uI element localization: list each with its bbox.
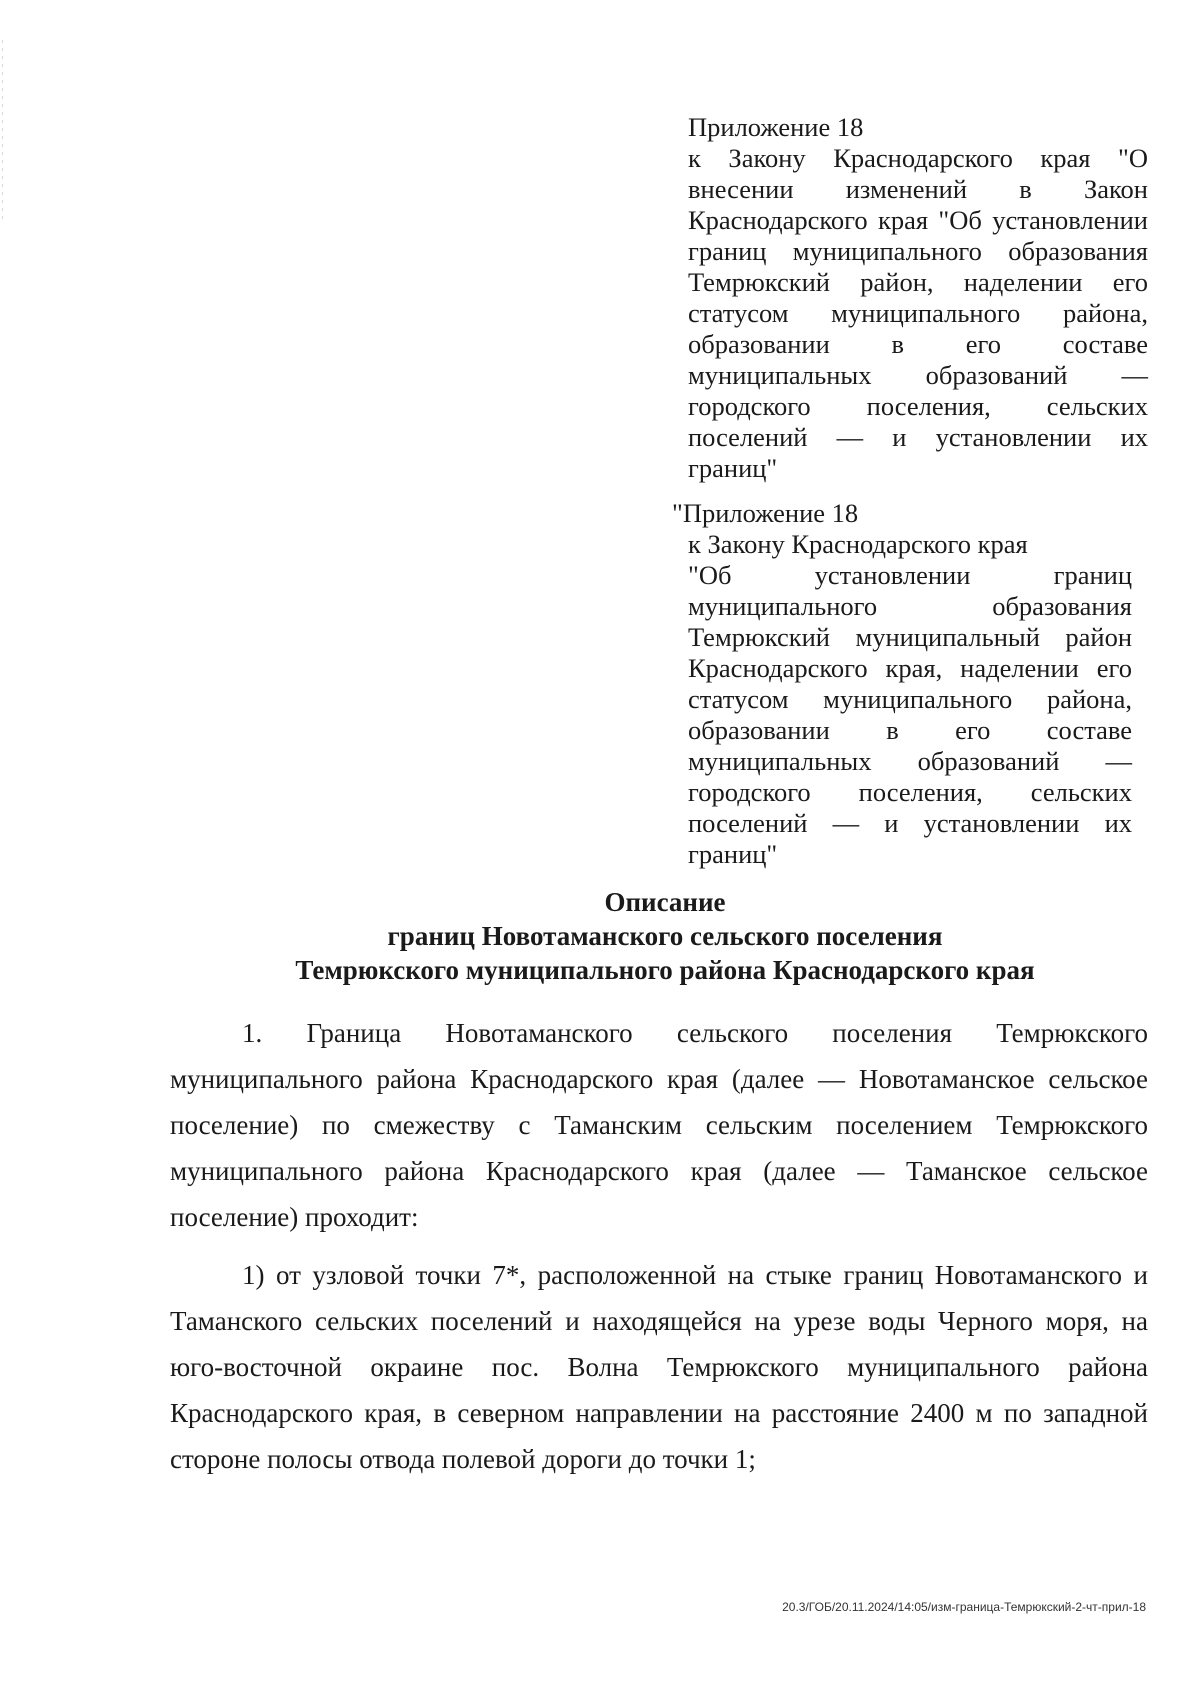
paragraph-1: 1. Граница Новотаманского сельского поселения Темрюкского муниципального района Краснодарского края (далее — Новотаманское сельское поселение) по смежеству с Таманским сельским поселением Темрюкского муниципального района Краснодарского края (далее — Таманское сельское поселение) проходит:: [170, 1018, 1148, 1232]
appendix-current-body: к Закону Краснодарского края "О внесении изменений в Закон Краснодарского края "Об установлении границ муниципального образования Темрюкский район, наделении его статусом муниципального района, образовании в его составе муниципальных образований — городского поселения, сельских поселений — и установлении их границ": [688, 143, 1148, 483]
document-heading: [170, 885, 1160, 987]
scan-edge-artifact: [2, 40, 3, 220]
heading-line-3: Темрюкского муниципального района Краснодарского края: [295, 955, 1035, 985]
appendix-previous: [672, 498, 1132, 870]
heading-line-2: границ Новотаманского сельского поселения: [387, 921, 943, 951]
appendix-current: [688, 112, 1148, 484]
appendix-previous-title: "Приложение 18: [672, 498, 859, 528]
heading-line-1: Описание: [604, 887, 726, 917]
main-text: [170, 1010, 1148, 1494]
appendix-current-title: Приложение 18: [688, 112, 864, 142]
appendix-previous-body: "Об установлении границ муниципального образования Темрюкский муниципальный район Краснодарского края, наделении его статусом муниципального района, образовании в его составе муниципальных образований — городского поселения, сельских поселений — и установлении их границ": [688, 560, 1132, 869]
paragraph-2: 1) от узловой точки 7*, расположенной на стыке границ Новотаманского и Таманского сельских поселений и находящейся на урезе воды Черного моря, на юго-восточной окраине пос. Волна Темрюкского муниципального района Краснодарского края, в северном направлении на расстояние 2400 м по западной стороне полосы отвода полевой дороги до точки 1;: [170, 1260, 1148, 1474]
appendix-previous-line1: к Закону Краснодарского края: [688, 529, 1028, 559]
footer-code: 20.3/ГОБ/20.11.2024/14:05/изм-граница-Темрюкский-2-чт-прил-18: [782, 1600, 1146, 1614]
